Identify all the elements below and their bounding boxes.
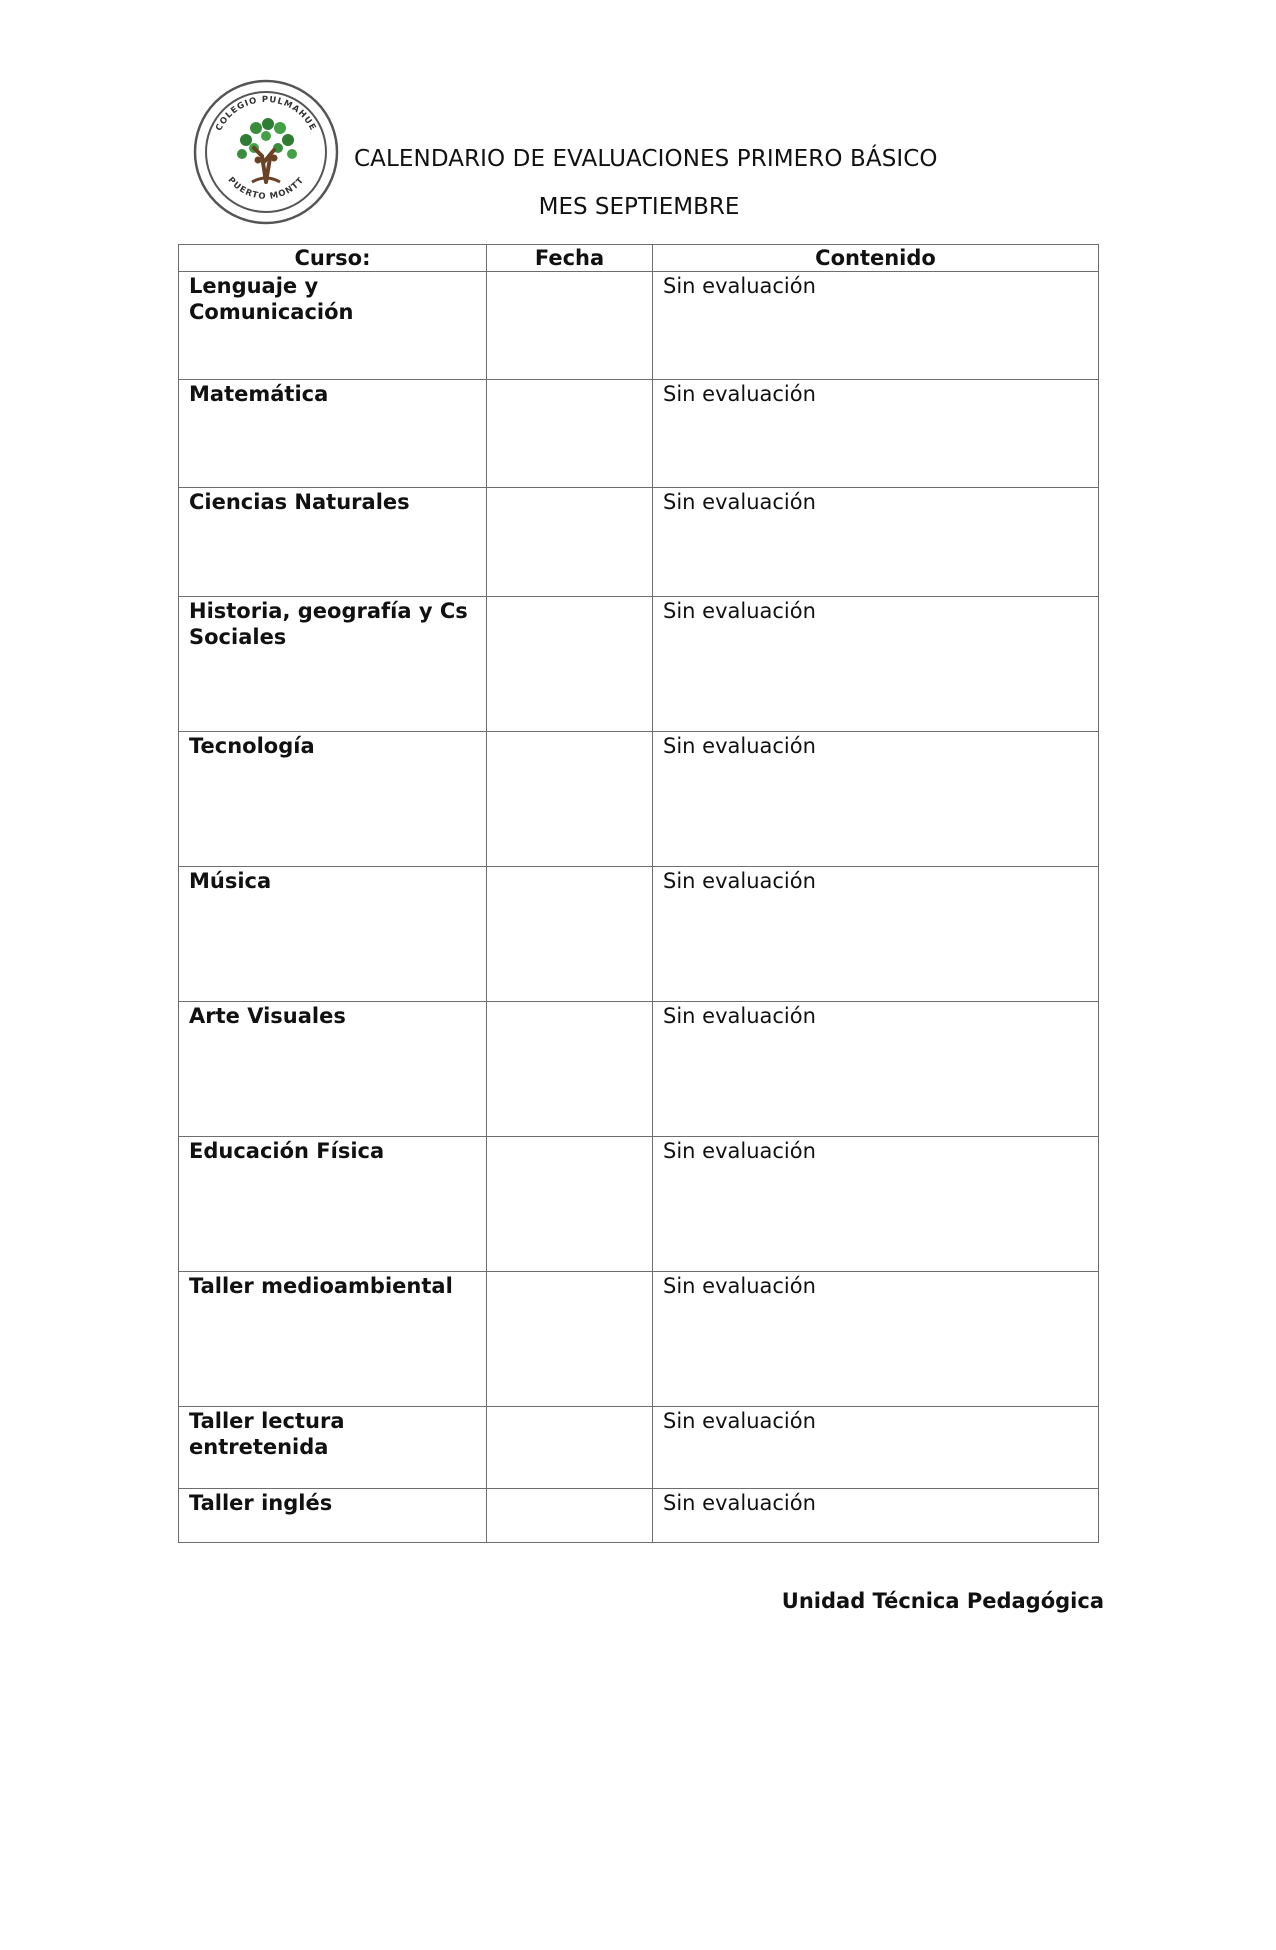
footer-signature: Unidad Técnica Pedagógica xyxy=(781,1589,1104,1613)
table-row xyxy=(179,1407,1099,1489)
date-cell xyxy=(487,488,653,597)
date-cell xyxy=(487,272,653,380)
subject-cell: Ciencias Naturales xyxy=(179,488,487,597)
tree-with-people-icon xyxy=(237,118,297,182)
table-row xyxy=(179,1137,1099,1272)
column-header-contenido: Contenido xyxy=(653,245,1099,272)
page-title: CALENDARIO DE EVALUACIONES PRIMERO BÁSICO xyxy=(354,146,938,172)
content-cell: Sin evaluación xyxy=(653,1002,1099,1137)
subject-cell: Taller medioambiental xyxy=(179,1272,487,1407)
column-header-fecha: Fecha xyxy=(487,245,653,272)
table-row xyxy=(179,732,1099,867)
date-cell xyxy=(487,380,653,488)
subject-cell: Lenguaje y Comunicación xyxy=(179,272,487,380)
subject-cell: Tecnología xyxy=(179,732,487,867)
subject-cell: Taller inglés xyxy=(179,1489,487,1543)
table-header-row xyxy=(179,245,1099,272)
logo-top-text: COLEGIO PULMAHUE xyxy=(214,94,318,133)
content-cell: Sin evaluación xyxy=(653,597,1099,732)
table-row xyxy=(179,867,1099,1002)
table-row xyxy=(179,1002,1099,1137)
subject-cell: Matemática xyxy=(179,380,487,488)
date-cell xyxy=(487,1272,653,1407)
date-cell xyxy=(487,1407,653,1489)
subject-cell: Historia, geografía y Cs Sociales xyxy=(179,597,487,732)
content-cell: Sin evaluación xyxy=(653,1489,1099,1543)
date-cell xyxy=(487,1002,653,1137)
page-subtitle: MES SEPTIEMBRE xyxy=(538,194,740,220)
table-row xyxy=(179,488,1099,597)
date-cell xyxy=(487,1137,653,1272)
table-row xyxy=(179,597,1099,732)
content-cell: Sin evaluación xyxy=(653,1272,1099,1407)
table-row xyxy=(179,272,1099,380)
content-cell: Sin evaluación xyxy=(653,380,1099,488)
content-cell: Sin evaluación xyxy=(653,732,1099,867)
date-cell xyxy=(487,867,653,1002)
evaluation-calendar-table xyxy=(178,244,1099,1543)
content-cell: Sin evaluación xyxy=(653,272,1099,380)
content-cell: Sin evaluación xyxy=(653,867,1099,1002)
subject-cell: Arte Visuales xyxy=(179,1002,487,1137)
date-cell xyxy=(487,732,653,867)
table-row xyxy=(179,1489,1099,1543)
table-row xyxy=(179,1272,1099,1407)
logo-bottom-text: PUERTO MONTT xyxy=(225,175,307,202)
subject-cell: Música xyxy=(179,867,487,1002)
date-cell xyxy=(487,1489,653,1543)
table-row xyxy=(179,380,1099,488)
subject-cell: Educación Física xyxy=(179,1137,487,1272)
subject-cell: Taller lectura entretenida xyxy=(179,1407,487,1489)
column-header-curso: Curso: xyxy=(179,245,487,272)
content-cell: Sin evaluación xyxy=(653,488,1099,597)
content-cell: Sin evaluación xyxy=(653,1137,1099,1272)
date-cell xyxy=(487,597,653,732)
content-cell: Sin evaluación xyxy=(653,1407,1099,1489)
